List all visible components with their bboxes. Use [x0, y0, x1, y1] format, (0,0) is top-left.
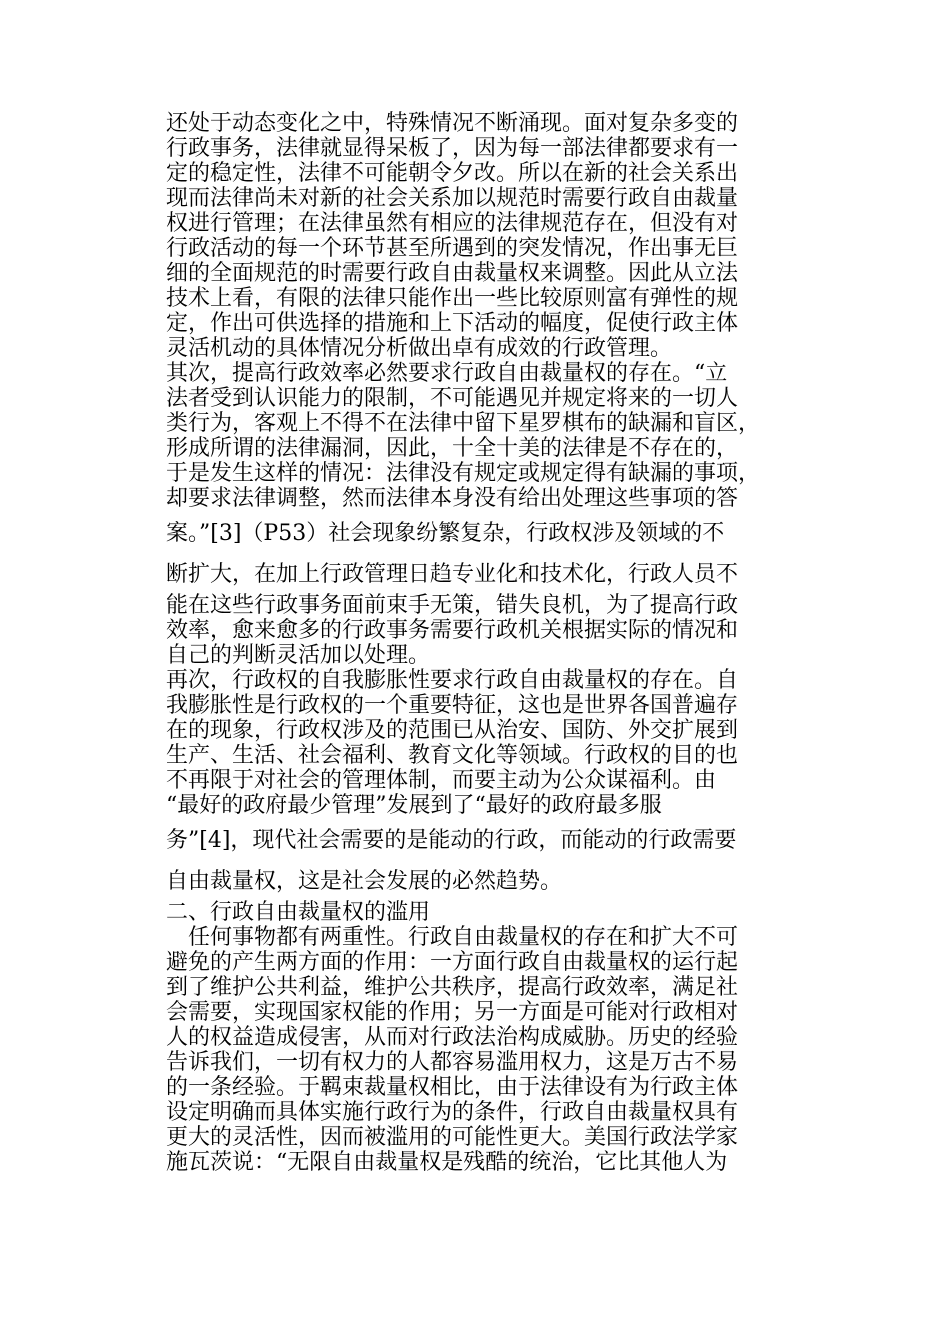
text-line: 能在这些行政事务面前束手无策，错失良机，为了提高行政: [166, 593, 739, 618]
text-line: 类行为，客观上不得不在法律中留下星罗棋布的缺漏和盲区，: [166, 411, 761, 436]
text-line: 自己的判断灵活加以处理。: [166, 643, 431, 668]
text-line: 定，作出可供选择的措施和上下活动的幅度，促使行政主体: [166, 311, 739, 336]
body-text: [166, 111, 806, 1175]
text-line: 定的稳定性，法律不可能朝令夕改。所以在新的社会关系出: [166, 161, 739, 186]
text-line: 设定明确而具体实施行政行为的条件，行政自由裁量权具有: [166, 1100, 739, 1125]
text-line: 避免的产生两方面的作用：一方面行政自由裁量权的运行起: [166, 950, 739, 975]
text-line: 行政活动的每一个环节甚至所遇到的突发情况，作出事无巨: [166, 236, 739, 261]
text-line: 更大的灵活性，因而被滥用的可能性更大。美国行政法学家: [166, 1125, 739, 1150]
text-line: 会需要，实现国家权能的作用；另一方面是可能对行政相对: [166, 1000, 739, 1025]
text-line: 案。”[3]（P53）社会现象纷繁复杂，行政权涉及领域的不: [166, 521, 725, 546]
text-line: 不再限于对社会的管理体制，而要主动为公众谋福利。由: [166, 768, 717, 793]
text-line: 其次，提高行政效率必然要求行政自由裁量权的存在。“立: [166, 361, 728, 386]
text-line: 权进行管理；在法律虽然有相应的法律规范存在，但没有对: [166, 211, 739, 236]
text-line: 灵活机动的具体情况分析做出卓有成效的行政管理。: [166, 336, 673, 361]
text-line: 施瓦茨说：“无限自由裁量权是残酷的统治，它比其他人为: [166, 1150, 728, 1175]
text-line: 务”[4]，现代社会需要的是能动的行政，而能动的行政需要: [166, 828, 737, 853]
text-line: 在的现象，行政权涉及的范围已从治安、国防、外交扩展到: [166, 718, 739, 743]
text-line: 自由裁量权，这是社会发展的必然趋势。: [166, 869, 563, 894]
text-line: 形成所谓的法律漏洞，因此，十全十美的法律是不存在的，: [166, 436, 739, 461]
text-line: 现而法律尚未对新的社会关系加以规范时需要行政自由裁量: [166, 186, 739, 211]
text-line: 生产、生活、社会福利、教育文化等领域。行政权的目的也: [166, 743, 739, 768]
text-line: 到了维护公共利益，维护公共秩序，提高行政效率，满足社: [166, 975, 739, 1000]
text-line: 还处于动态变化之中，特殊情况不断涌现。面对复杂多变的: [166, 111, 739, 136]
text-line: 再次，行政权的自我膨胀性要求行政自由裁量权的存在。自: [166, 668, 739, 693]
text-line: “最好的政府最少管理”发展到了“最好的政府最多服: [166, 793, 662, 818]
text-line: 断扩大，在加上行政管理日趋专业化和技术化，行政人员不: [166, 562, 739, 587]
text-line: 于是发生这样的情况：法律没有规定或规定得有缺漏的事项，: [166, 461, 761, 486]
text-line: 行政事务，法律就显得呆板了，因为每一部法律都要求有一: [166, 136, 739, 161]
text-line: 却要求法律调整，然而法律本身没有给出处理这些事项的答: [166, 486, 739, 511]
text-line: 任何事物都有两重性。行政自由裁量权的存在和扩大不可: [166, 925, 739, 950]
text-line: 告诉我们，一切有权力的人都容易滥用权力，这是万古不易: [166, 1050, 739, 1075]
text-line: 人的权益造成侵害，从而对行政法治构成威胁。历史的经验: [166, 1025, 739, 1050]
text-line: 我膨胀性是行政权的一个重要特征，这也是世界各国普遍存: [166, 693, 739, 718]
text-line: 效率，愈来愈多的行政事务需要行政机关根据实际的情况和: [166, 618, 739, 643]
section-heading: 二、行政自由裁量权的滥用: [166, 900, 431, 925]
text-line: 技术上看，有限的法律只能作出一些比较原则富有弹性的规: [166, 286, 739, 311]
text-line: 法者受到认识能力的限制，不可能遇见并规定将来的一切人: [166, 386, 739, 411]
text-line: 细的全面规范的时需要行政自由裁量权来调整。因此从立法: [166, 261, 739, 286]
text-line: 的一条经验。于羁束裁量权相比，由于法律设有为行政主体: [166, 1075, 739, 1100]
